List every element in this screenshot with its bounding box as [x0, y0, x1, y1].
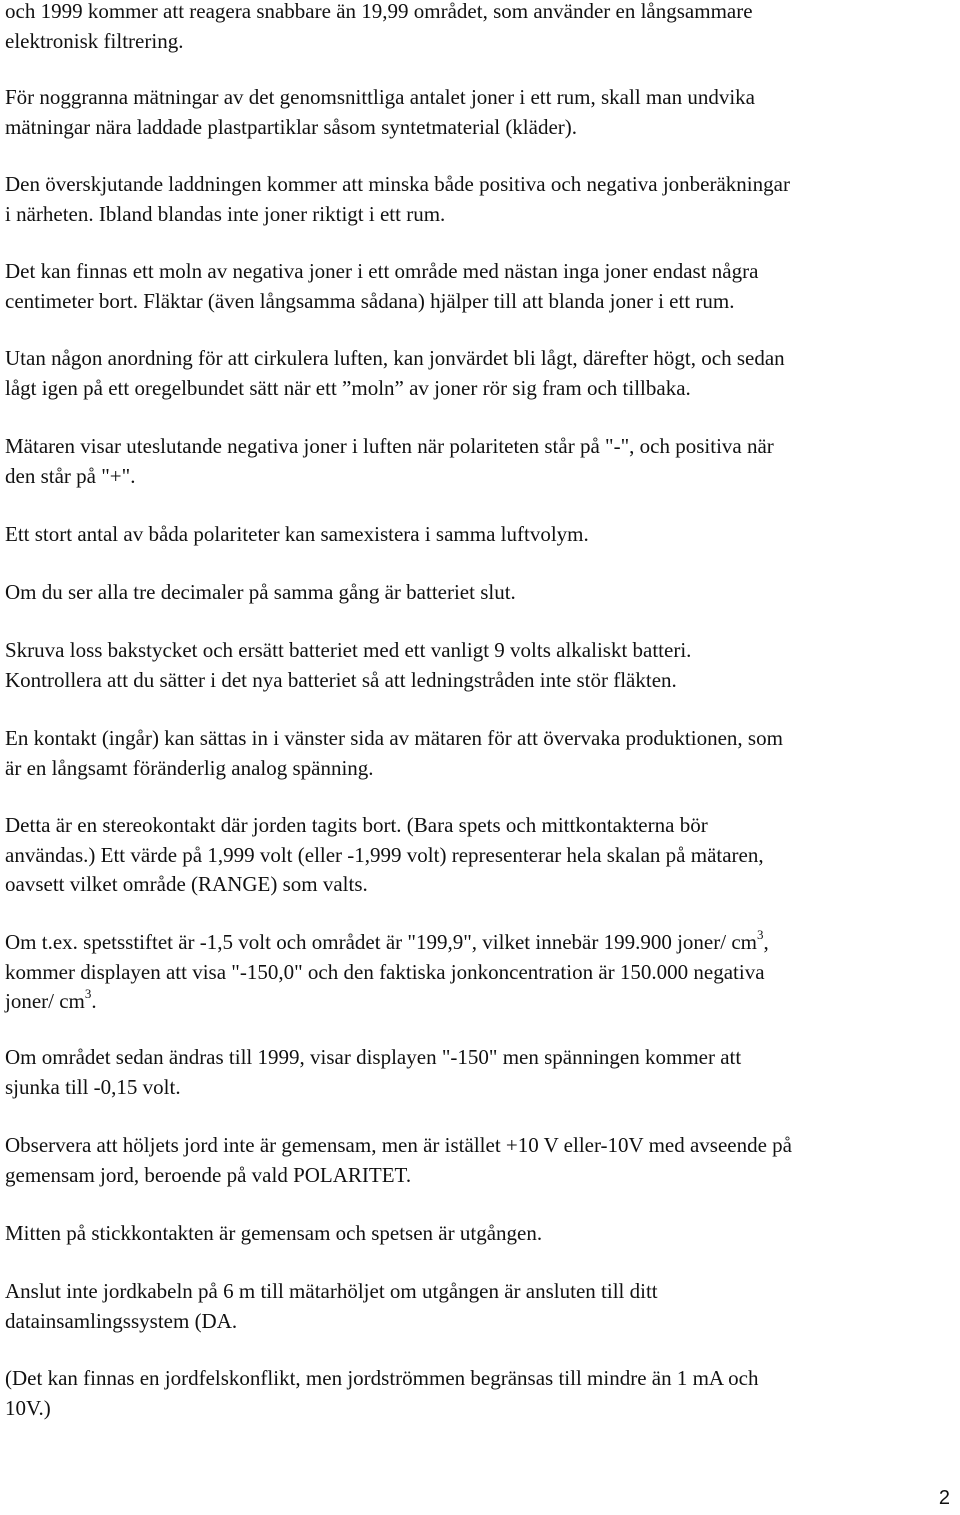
paragraph-line: datainsamlingssystem (DA. [5, 1308, 238, 1333]
paragraph-line: Skruva loss bakstycket och ersätt batteriet med ett vanligt 9 volts alkaliskt batteri. [5, 638, 692, 662]
paragraph-line: För noggranna mätningar av det genomsnittliga antalet joner i ett rum, skall man undvika [5, 85, 755, 109]
paragraph-12 [5, 928, 955, 1017]
paragraph-7 [5, 520, 955, 550]
paragraph-8 [5, 578, 955, 608]
paragraph-1 [5, 0, 955, 56]
paragraph-line [5, 987, 955, 1017]
paragraph-line: Utan någon anordning för att cirkulera luften, kan jonvärdet bli lågt, därefter högt, och sedan [5, 346, 785, 370]
paragraph-line: användas.) Ett värde på 1,999 volt (eller -1,999 volt) representerar hela skalan på mätaren, [5, 842, 764, 867]
line-text: joner/ cm [5, 989, 85, 1013]
paragraph-line: och 1999 kommer att reagera snabbare än 19,99 området, som använder en långsammare [5, 0, 753, 23]
page-number: 2 [938, 1487, 950, 1509]
paragraph-line: Om området sedan ändras till 1999, visar displayen "-150" men spänningen kommer att [5, 1045, 742, 1069]
paragraph-line: (Det kan finnas en jordfelskonflikt, men jordströmmen begränsas till mindre än 1 mA och [5, 1366, 759, 1390]
paragraph-2 [5, 83, 955, 142]
superscript: 3 [756, 927, 764, 942]
paragraph-line: mätningar nära laddade plastpartiklar såsom syntetmaterial (kläder). [5, 114, 578, 139]
paragraph-16 [5, 1277, 955, 1336]
paragraph-line: Den överskjutande laddningen kommer att minska både positiva och negativa jonberäkningar [5, 172, 790, 196]
paragraph-11 [5, 811, 955, 900]
paragraph-line [5, 928, 955, 958]
paragraph-14 [5, 1131, 955, 1190]
paragraph-line: En kontakt (ingår) kan sättas in i vänster sida av mätaren för att övervaka produktionen, som [5, 726, 783, 750]
paragraph-15 [5, 1219, 955, 1249]
line-text: . [91, 989, 97, 1013]
paragraph-line: i närheten. Ibland blandas inte joner riktigt i ett rum. [5, 201, 446, 226]
paragraph-line: den står på "+". [5, 463, 136, 488]
paragraph-line: är en långsamt föränderlig analog spänning. [5, 755, 374, 780]
paragraph-line: Det kan finnas ett moln av negativa joner i ett område med nästan inga joner endast några [5, 259, 759, 283]
superscript: 3 [84, 986, 92, 1001]
paragraph-6 [5, 432, 955, 491]
line-text: , [763, 930, 769, 954]
paragraph-line: oavsett vilket område (RANGE) som valts. [5, 872, 368, 896]
line-text: Om t.ex. spetsstiftet är -1,5 volt och området är "199,9", vilket innebär 199.900 joner/ cm [5, 930, 757, 954]
paragraph-line: Kontrollera att du sätter i det nya batteriet så att ledningstråden inte stör fläkten. [5, 667, 677, 692]
paragraph-9 [5, 636, 955, 695]
paragraph-line: sjunka till -0,15 volt. [5, 1074, 181, 1099]
paragraph-4 [5, 257, 955, 316]
paragraph-line: kommer displayen att visa "-150,0" och den faktiska jonkoncentration är 150.000 negativa [5, 959, 765, 984]
paragraph-line: 10V.) [5, 1395, 51, 1420]
paragraph-line: lågt igen på ett oregelbundet sätt när ett ”moln” av joner rör sig fram och tillbaka. [5, 375, 691, 400]
paragraph-line: Anslut inte jordkabeln på 6 m till mätarhöljet om utgången är ansluten till ditt [5, 1279, 658, 1303]
paragraph-17 [5, 1364, 955, 1423]
paragraph-line: Mitten på stickkontakten är gemensam och spetsen är utgången. [5, 1221, 543, 1245]
paragraph-line: Om du ser alla tre decimaler på samma gång är batteriet slut. [5, 580, 516, 604]
paragraph-line: Ett stort antal av båda polariteter kan samexistera i samma luftvolym. [5, 522, 589, 546]
paragraph-10 [5, 724, 955, 783]
paragraph-line: elektronisk filtrering. [5, 28, 184, 53]
paragraph-line: gemensam jord, beroende på vald POLARITET. [5, 1162, 412, 1187]
paragraph-3 [5, 170, 955, 229]
paragraph-13 [5, 1043, 955, 1102]
paragraph-line: Observera att höljets jord inte är gemensam, men är istället +10 V eller-10V med avseende på [5, 1133, 793, 1157]
paragraph-5 [5, 344, 955, 403]
paragraph-line: Detta är en stereokontakt där jorden tagits bort. (Bara spets och mittkontakterna bör [5, 813, 708, 837]
paragraph-line: centimeter bort. Fläktar (även långsamma sådana) hjälper till att blanda joner i ett rum. [5, 288, 735, 313]
paragraph-line: Mätaren visar uteslutande negativa joner i luften när polariteten står på "-", och positiva när [5, 434, 774, 458]
